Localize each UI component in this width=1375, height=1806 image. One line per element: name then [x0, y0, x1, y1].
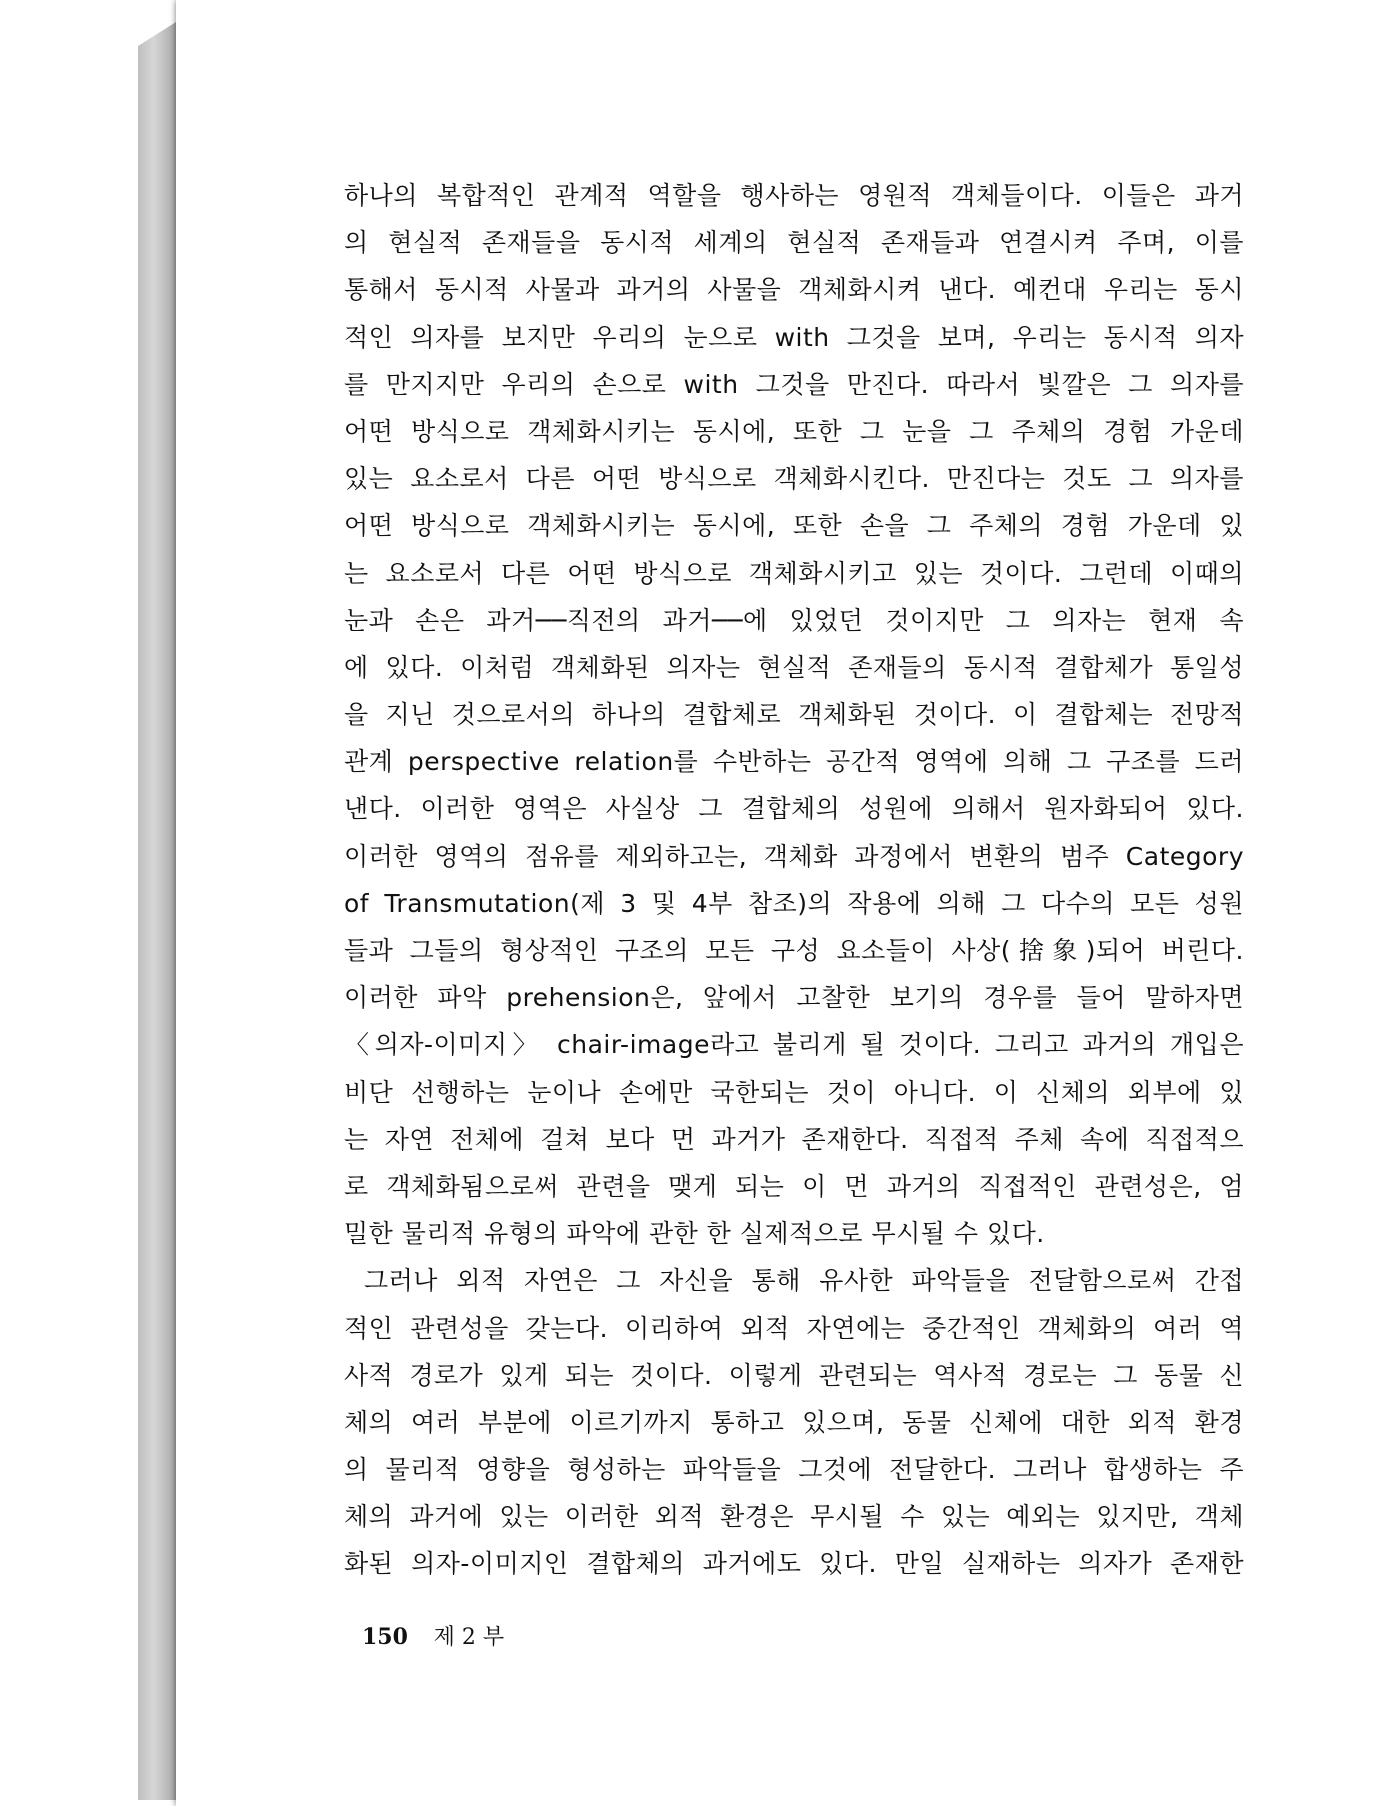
text-line: 어떤 방식으로 객체화시키는 동시에, 또한 그 눈을 그 주체의 경험 가운데 — [344, 416, 1244, 446]
text-line: 체의 과거에 있는 이러한 외적 환경은 무시될 수 있는 예외는 있지만, 객체 — [344, 1502, 1244, 1532]
text-line: 어떤 방식으로 객체화시키는 동시에, 또한 손을 그 주체의 경험 가운데 있 — [344, 511, 1244, 541]
paragraph-1 — [344, 172, 1244, 1257]
text-line: 비단 선행하는 눈이나 손에만 국한되는 것이 아니다. 이 신체의 외부에 있 — [344, 1077, 1244, 1107]
text-line: 체의 여러 부분에 이르기까지 통하고 있으며, 동물 신체에 대한 외적 환경 — [344, 1407, 1244, 1437]
text-line: 그러나 외적 자연은 그 자신을 통해 유사한 파악들을 전달함으로써 간접 — [364, 1266, 1244, 1296]
page-footer — [362, 1620, 522, 1651]
text-line: 적인 관련성을 갖는다. 이리하여 외적 자연에는 중간적인 객체화의 여러 역 — [344, 1313, 1244, 1343]
text-line: 를 만지지만 우리의 손으로 with 그것을 만진다. 따라서 빛깔은 그 의자를 — [344, 369, 1244, 399]
text-line: 사적 경로가 있게 되는 것이다. 이렇게 관련되는 역사적 경로는 그 동물 신 — [344, 1360, 1244, 1390]
text-line: 로 객체화됨으로써 관련을 맺게 되는 이 먼 과거의 직접적인 관련성은, 엄 — [344, 1171, 1244, 1201]
text-line: 〈의자-이미지〉 chair-image라고 불리게 될 것이다. 그리고 과거의 개입은 — [344, 1030, 1244, 1060]
text-line: 들과 그들의 형상적인 구조의 모든 구성 요소들이 사상(捨象)되어 버린다. — [344, 936, 1244, 965]
text-line: 에 있다. 이처럼 객체화된 의자는 현실적 존재들의 동시적 결합체가 통일성 — [344, 652, 1244, 682]
text-line: 는 요소로서 다른 어떤 방식으로 객체화시키고 있는 것이다. 그런데 이때의 — [344, 558, 1244, 588]
text-line: 의 물리적 영향을 형성하는 파악들을 그것에 전달한다. 그러나 합생하는 주 — [344, 1455, 1244, 1485]
page-number: 150 — [362, 1624, 408, 1650]
book-page — [176, 0, 1375, 1806]
text-line: 관계 perspective relation를 수반하는 공간적 영역에 의해 그 구조를 드러 — [344, 747, 1244, 777]
text-line: 하나의 복합적인 관계적 역할을 행사하는 영원적 객체들이다. 이들은 과거 — [344, 181, 1244, 210]
text-line: 이러한 영역의 점유를 제외하고는, 객체화 과정에서 변환의 범주 Category — [344, 841, 1244, 871]
text-line: 밀한 물리적 유형의 파악에 관한 한 실제적으로 무시될 수 있다. — [344, 1219, 1045, 1249]
paragraph-2 — [344, 1257, 1244, 1587]
text-line: 는 자연 전체에 걸쳐 보다 먼 과거가 존재한다. 직접적 주체 속에 직접적으 — [344, 1124, 1244, 1154]
book-spine-edge — [138, 22, 176, 1800]
text-line: 이러한 파악 prehension은, 앞에서 고찰한 보기의 경우를 들어 말하자면 — [344, 983, 1244, 1013]
text-line: 적인 의자를 보지만 우리의 눈으로 with 그것을 보며, 우리는 동시적 의자 — [344, 322, 1244, 352]
text-line: 을 지닌 것으로서의 하나의 결합체로 객체화된 것이다. 이 결합체는 전망적 — [344, 700, 1244, 730]
text-line: 있는 요소로서 다른 어떤 방식으로 객체화시킨다. 만진다는 것도 그 의자를 — [344, 464, 1244, 494]
text-line: 통해서 동시적 사물과 과거의 사물을 객체화시켜 낸다. 예컨대 우리는 동시 — [344, 275, 1244, 305]
text-line: 낸다. 이러한 영역은 사실상 그 결합체의 성원에 의해서 원자화되어 있다. — [344, 794, 1244, 824]
text-line: 화된 의자-이미지인 결합체의 과거에도 있다. 만일 실재하는 의자가 존재한 — [344, 1549, 1244, 1579]
text-line: 의 현실적 존재들을 동시적 세계의 현실적 존재들과 연결시켜 주며, 이를 — [344, 228, 1244, 258]
text-line: of Transmutation(제 3 및 4부 참조)의 작용에 의해 그 다수의 모든 성원 — [344, 888, 1244, 918]
page-body-text — [344, 172, 1244, 1588]
text-line: 눈과 손은 과거──직전의 과거──에 있었던 것이지만 그 의자는 현재 속 — [344, 605, 1244, 635]
part-label: 제 2 부 — [433, 1625, 505, 1650]
